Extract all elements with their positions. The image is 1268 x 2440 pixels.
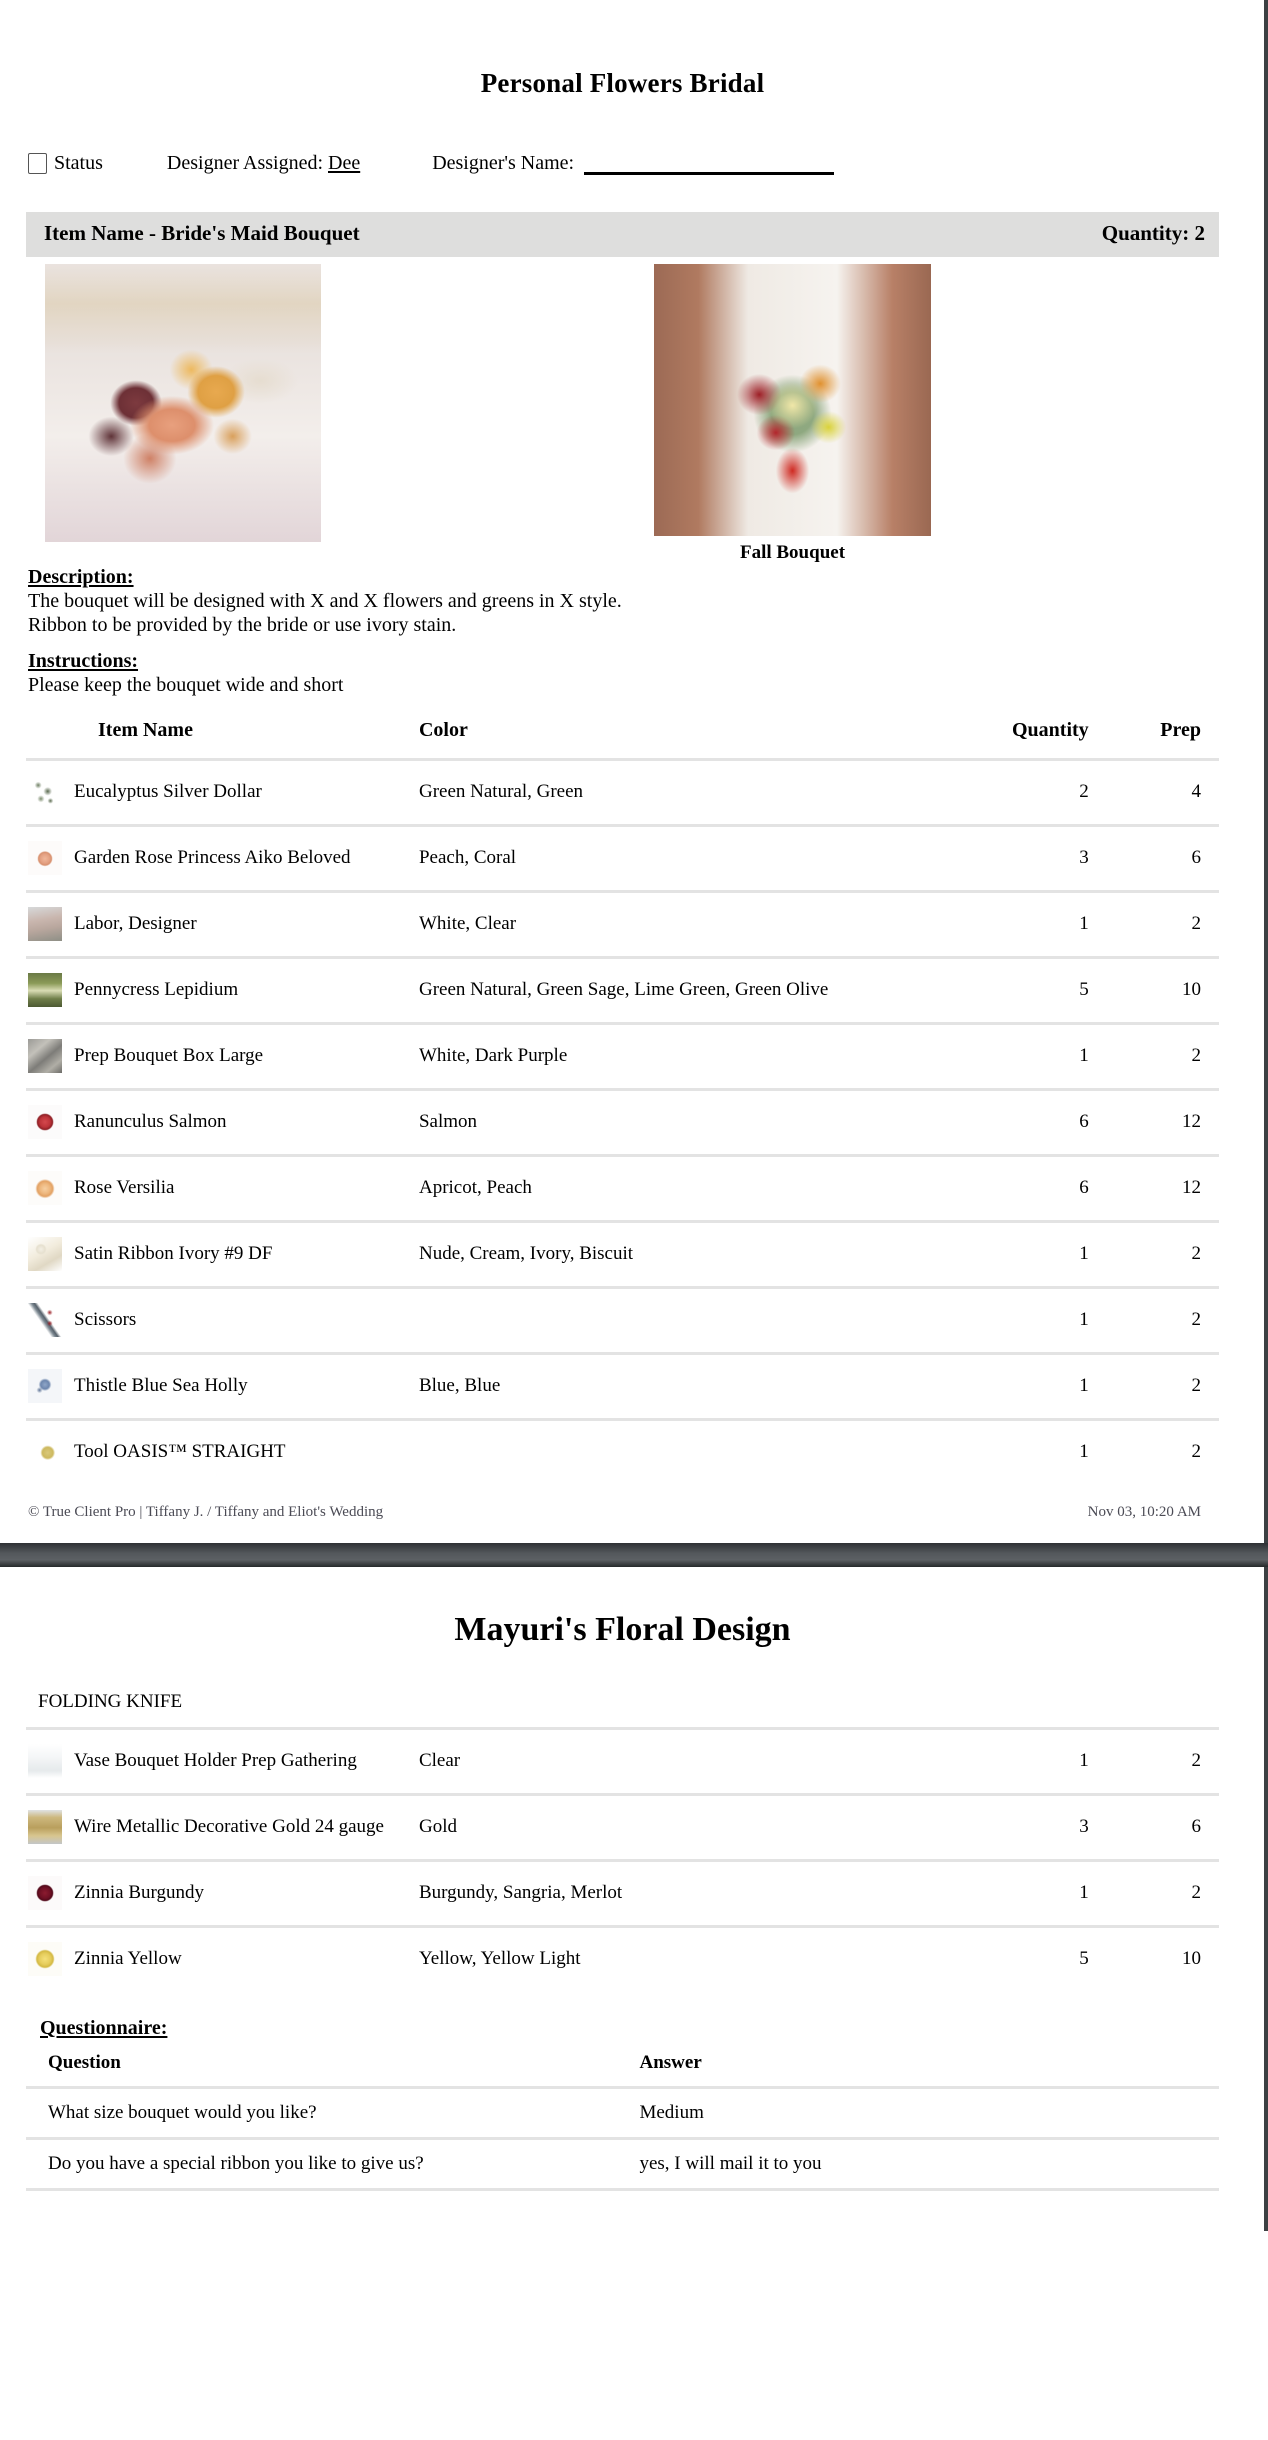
cell-item-name [26, 1354, 419, 1420]
cell-quantity: 1 [1079, 1375, 1089, 1397]
cell-item-name [26, 1024, 419, 1090]
table-row[interactable] [26, 1090, 1219, 1156]
description-line-1: The bouquet will be designed with X and X flowers and greens in X style. [28, 590, 622, 612]
items-table-header-row [26, 719, 1219, 760]
items-table-body-page-1 [26, 760, 1219, 1485]
cell-color [419, 1288, 930, 1354]
prepbox-thumbnail-icon [28, 1039, 62, 1073]
page-title: Personal Flowers Bridal [480, 68, 765, 98]
items-table-body-page-2 [26, 1730, 1219, 1991]
item-name-label: Satin Ribbon Ivory #9 DF [74, 1243, 273, 1265]
zinnia-y-thumbnail-icon [28, 1942, 62, 1976]
table-row[interactable] [26, 1730, 1219, 1795]
cell-quantity: 3 [1079, 1816, 1089, 1838]
cell-quantity: 5 [1079, 1948, 1089, 1970]
status-checkbox[interactable] [28, 153, 47, 174]
rose-thumbnail-icon [28, 1171, 62, 1205]
page-footer [26, 1484, 1219, 1521]
table-row[interactable] [26, 1156, 1219, 1222]
gardenrose-thumbnail-icon [28, 841, 62, 875]
cell-quantity: 3 [1079, 847, 1089, 869]
status-row [26, 152, 1219, 175]
table-row[interactable] [26, 1024, 1219, 1090]
cell-prep: 2 [1191, 1045, 1201, 1067]
cell-item-name [26, 760, 419, 826]
cell-quantity: 6 [1079, 1111, 1089, 1133]
cell-quantity: 6 [1079, 1177, 1089, 1199]
cell-prep: 2 [1191, 1375, 1201, 1397]
item-name-label: Garden Rose Princess Aiko Beloved [74, 847, 351, 869]
item-header-bar [26, 212, 1219, 257]
cell-prep: 6 [1191, 847, 1201, 869]
item-name-label: Zinnia Burgundy [74, 1882, 205, 1904]
item-name-label: Rose Versilia [74, 1177, 175, 1199]
designer-assigned [167, 152, 360, 175]
table-row[interactable] [26, 826, 1219, 892]
zinnia-b-thumbnail-icon [28, 1876, 62, 1910]
eucalyptus-thumbnail-icon [28, 775, 62, 809]
cell-quantity: 1 [1079, 1309, 1089, 1331]
page-2-title: Mayuri's Floral Design [454, 1611, 791, 1649]
item-name-label: Eucalyptus Silver Dollar [74, 781, 262, 803]
cell-item-name [26, 1222, 419, 1288]
questionnaire-table [26, 2046, 1219, 2191]
vase-thumbnail-icon [28, 1744, 62, 1778]
table-row[interactable] [26, 1222, 1219, 1288]
cell-color: White, Dark Purple [418, 1045, 568, 1067]
cell-prep: 2 [1191, 1441, 1201, 1463]
cell-prep: 2 [1191, 913, 1201, 935]
cell-quantity: 5 [1079, 979, 1089, 1001]
labor-thumbnail-icon [28, 907, 62, 941]
cell-color: Yellow, Yellow Light [418, 1948, 581, 1970]
description-line-2: Ribbon to be provided by the bride or use ivory stain. [28, 614, 457, 637]
cell-color: Clear [418, 1750, 461, 1772]
cell-quantity: 1 [1079, 1243, 1089, 1265]
cell-item-name [26, 1927, 419, 1992]
cell-prep: 2 [1191, 1243, 1201, 1265]
item-name-label: Zinnia Yellow [74, 1948, 182, 1970]
designers-name-label: Designer's Name: [432, 152, 575, 174]
footer-left-text: © True Client Pro | Tiffany J. / Tiffany and Eliot's Wedding [28, 1504, 384, 1521]
designers-name-blank-line[interactable] [584, 155, 834, 175]
cell-prep: 6 [1191, 1816, 1201, 1838]
cell-item-name [26, 892, 419, 958]
cell-question: What size bouquet would you like? [48, 2102, 317, 2124]
table-row[interactable] [26, 760, 1219, 826]
cell-item-name [26, 826, 419, 892]
item-name-label: Wire Metallic Decorative Gold 24 gauge [74, 1816, 384, 1838]
cell-quantity: 2 [1079, 781, 1089, 803]
cell-prep: 2 [1191, 1882, 1201, 1904]
questionnaire-header-row [26, 2046, 1219, 2088]
column-header-question: Question [48, 2052, 121, 2074]
item-header-quantity: Quantity: 2 [1101, 221, 1205, 245]
item-name-label: Labor, Designer [74, 913, 197, 935]
table-row[interactable] [26, 1861, 1219, 1927]
pennycress-thumbnail-icon [28, 973, 62, 1007]
cell-prep: 2 [1191, 1750, 1201, 1772]
cell-color [419, 1420, 930, 1485]
cell-item-name [26, 1861, 419, 1927]
description-block [26, 566, 1219, 697]
cell-color: Green Natural, Green Sage, Lime Green, Green Olive [418, 979, 829, 1001]
footer-right-timestamp: Nov 03, 10:20 AM [1087, 1504, 1201, 1521]
cell-answer: yes, I will mail it to you [639, 2153, 822, 2175]
cell-prep: 10 [1182, 979, 1201, 1001]
ranunculus-thumbnail-icon [28, 1105, 62, 1139]
designer-assigned-label: Designer Assigned: [166, 152, 323, 174]
cell-quantity: 1 [1079, 1882, 1089, 1904]
cell-color: Burgundy, Sangria, Merlot [418, 1882, 623, 1904]
cell-quantity: 1 [1079, 1045, 1089, 1067]
cell-item-name [26, 1420, 419, 1485]
table-row[interactable] [26, 1795, 1219, 1861]
item-name-label: Ranunculus Salmon [74, 1111, 227, 1133]
items-table-page-1 [26, 719, 1219, 1484]
questionnaire-row[interactable] [26, 2139, 1219, 2190]
instructions-line-1: Please keep the bouquet wide and short [28, 673, 344, 696]
cell-item-name [26, 958, 419, 1024]
ribbon-thumbnail-icon [28, 1237, 62, 1271]
page-separator [0, 1543, 1268, 1567]
cell-color: Gold [418, 1816, 457, 1838]
item-name-label: Vase Bouquet Holder Prep Gathering [74, 1750, 357, 1772]
designer-assigned-value: Dee [328, 152, 361, 174]
item-name-label: Scissors [74, 1309, 137, 1331]
cell-color: Peach, Coral [418, 847, 517, 869]
designers-name-field [432, 152, 834, 175]
cell-prep: 2 [1191, 1309, 1201, 1331]
cell-quantity: 1 [1079, 1441, 1089, 1463]
item-name-label: Prep Bouquet Box Large [74, 1045, 264, 1067]
item-header-name: Item Name - Bride's Maid Bouquet [44, 221, 360, 245]
cell-color: Salmon [418, 1111, 478, 1133]
table-row[interactable] [26, 958, 1219, 1024]
scissors-thumbnail-icon [28, 1303, 62, 1337]
photo-caption: Fall Bouquet [739, 542, 846, 563]
questionnaire-body [26, 2088, 1219, 2190]
cell-color: Green Natural, Green [418, 781, 584, 803]
wire-thumbnail-icon [28, 1810, 62, 1844]
cell-prep: 12 [1182, 1111, 1201, 1133]
item-name-label: Pennycress Lepidium [74, 979, 239, 1001]
items-table-page-2 [26, 1730, 1219, 1991]
bridal-bouquet-photo-fall [654, 264, 931, 536]
questionnaire-row[interactable] [26, 2088, 1219, 2139]
item-photos [26, 264, 1219, 562]
cell-quantity: 1 [1079, 913, 1089, 935]
folding-knife-row: FOLDING KNIFE [26, 1675, 1219, 1730]
item-name-label: Tool OASIS™ STRAIGHT [74, 1441, 286, 1463]
cell-color: Blue, Blue [418, 1375, 501, 1397]
cell-item-name [26, 1288, 419, 1354]
cell-item-name [26, 1090, 419, 1156]
instructions-heading: Instructions: [28, 649, 139, 672]
table-row[interactable] [26, 1288, 1219, 1354]
table-row[interactable] [26, 1354, 1219, 1420]
column-header-answer: Answer [639, 2052, 702, 2074]
cell-color: White, Clear [418, 913, 517, 935]
table-row[interactable] [26, 1927, 1219, 1992]
column-header-prep: Prep [1160, 719, 1201, 742]
item-name-label: Thistle Blue Sea Holly [74, 1375, 248, 1397]
document-page-2 [0, 1567, 1268, 2231]
bridal-bouquet-photo-pastel [45, 264, 321, 542]
column-header-item-name: Item Name [98, 719, 193, 742]
thistle-thumbnail-icon [28, 1369, 62, 1403]
cell-color: Apricot, Peach [418, 1177, 532, 1199]
cell-answer: Medium [639, 2102, 704, 2124]
description-heading: Description: [28, 566, 134, 588]
cell-prep: 12 [1182, 1177, 1201, 1199]
table-row[interactable] [26, 892, 1219, 958]
cell-question: Do you have a special ribbon you like to give us? [48, 2153, 424, 2175]
cell-item-name [26, 1156, 419, 1222]
column-header-quantity: Quantity [1012, 719, 1089, 742]
cell-item-name [26, 1730, 419, 1795]
cell-prep: 10 [1182, 1948, 1201, 1970]
cell-item-name [26, 1795, 419, 1861]
status-label: Status [54, 152, 103, 174]
cell-color: Nude, Cream, Ivory, Biscuit [418, 1243, 634, 1265]
table-row[interactable] [26, 1420, 1219, 1485]
oasis-thumbnail-icon [28, 1435, 62, 1469]
column-header-color: Color [418, 719, 468, 742]
cell-prep: 4 [1191, 781, 1201, 803]
cell-quantity: 1 [1079, 1750, 1089, 1772]
questionnaire-heading: Questionnaire: [40, 2017, 168, 2040]
